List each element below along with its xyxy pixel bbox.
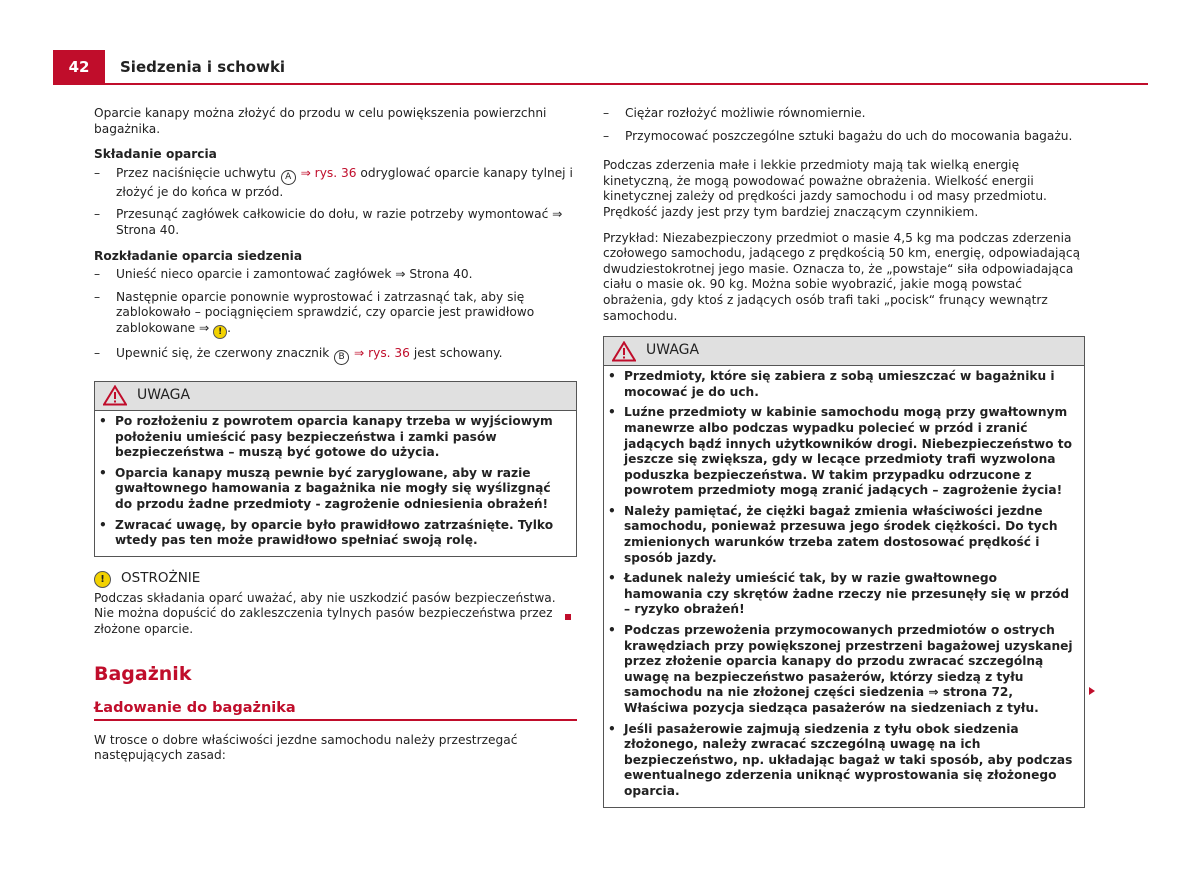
- warning-title: UWAGA: [137, 387, 191, 404]
- unfolding-step-2: – Następnie oparcie ponownie wyprostować i zatrzasnąć tak, aby się zablokowało – pociągnięciem sprawdzić, czy oparcie jest prawidłowo zablokowane ⇒ ! .: [94, 289, 535, 337]
- chapter-title: Siedzenia i schowki: [120, 58, 286, 76]
- warning-item: • Po rozłożeniu z powrotem oparcia kanapy trzeba w wyjściowym położeniu umieścić pasy bezpieczeństwa i zamki pasów bezpieczeństwa – muszą być gotowe do użycia.: [99, 413, 553, 460]
- intro-paragraph: Oparcie kanapy można złożyć do przodu w celu powiększenia powierzchni bagażnika.: [94, 106, 547, 136]
- warning-item: • Przedmioty, które się zabiera z sobą umieszczać w bagażniku i mocować je do uch.: [608, 369, 1055, 399]
- rule-1: – Ciężar rozłożyć możliwie równomiernie.: [603, 106, 866, 120]
- caution-icon: !: [94, 571, 111, 588]
- figure-ref-link[interactable]: ⇒ rys. 36: [300, 165, 357, 180]
- warning-box-left: [94, 381, 577, 557]
- warning-item: • Zwracać uwagę, by oparcie było prawidłowo zatrzaśnięte. Tylko wtedy pas ten może prawidłowo spełniać swoją rolę.: [99, 517, 554, 548]
- left-column: [94, 106, 577, 774]
- page-number: 42: [53, 50, 105, 84]
- warning-title: UWAGA: [646, 342, 700, 359]
- warning-header: [604, 337, 1084, 366]
- caution-text: Podczas składania oparć uważać, aby nie uszkodzić pasów bezpieczeństwa. Nie można dopuścić do zakleszczenia tylnych pasów bezpieczeństwa przez złożone oparcie.: [94, 590, 556, 636]
- kinetic-energy-paragraph: Podczas zderzenia małe i lekkie przedmioty mają tak wielką energię kinetyczną, że mogą powodować poważne obrażenia. Wielkość energii kinetycznej zależy od prędkości jazdy samochodu i od masy przedmiotu. Prędkość jazdy jest przy tym bardziej znaczącym czynnikiem.: [603, 158, 1047, 219]
- warning-item: • Ładunek należy umieścić tak, by w razie gwałtownego hamowania czy skrętów żadne rzeczy nie przesunęły się w przód – ryzyko obrażeń!: [608, 571, 1070, 617]
- header-rule: [53, 83, 1148, 85]
- warning-box-right: [603, 336, 1085, 807]
- folding-step-2: – Przesunąć zagłówek całkowicie do dołu, w razie potrzeby wymontować ⇒ Strona 40.: [94, 207, 563, 237]
- warning-body: [95, 411, 576, 556]
- warning-triangle-icon: [612, 341, 636, 362]
- warning-item: • Oparcia kanapy muszą pewnie być zaryglowane, aby w razie gwałtownego hamowania z bagażnika nie mogły się wyślizgnąć do przodu żadne przedmioty - zagrożenie odniesienia obrażeń!: [99, 465, 551, 511]
- folding-step-1: – Przez naciśnięcie uchwytu A ⇒ rys. 36 odryglować oparcie kanapy tylnej i złożyć je do końca w przód.: [94, 165, 573, 199]
- right-column: [603, 106, 1085, 818]
- caution-heading: ! OSTROŻNIE: [94, 571, 577, 588]
- section-end-marker: [565, 614, 571, 620]
- warning-item: • Jeśli pasażerowie zajmują siedzenia z tyłu obok siedzenia złożonego, należy zwracać szczególną uwagę na ich bezpieczeństwo, np. układając bagaż w taki sposób, aby podczas ewentualnego zderzenia uniknąć wyprostowania się złożonego oparcia.: [608, 721, 1073, 798]
- warning-header: [95, 382, 576, 411]
- marker-a: A: [281, 170, 296, 185]
- unfolding-heading: Rozkładanie oparcia siedzenia: [94, 248, 303, 263]
- rule-2: – Przymocować poszczególne sztuki bagażu do uch do mocowania bagażu.: [603, 128, 1073, 143]
- unfolding-step-1: – Unieść nieco oparcie i zamontować zagłówek ⇒ Strona 40.: [94, 267, 473, 282]
- unfolding-step-3: – Upewnić się, że czerwony znacznik B ⇒ rys. 36 jest schowany.: [94, 346, 577, 365]
- subsection-intro: W trosce o dobre właściwości jezdne samochodu należy przestrzegać następujących zasad:: [94, 732, 518, 763]
- subsection-title: Ładowanie do bagażnika: [94, 701, 577, 721]
- warning-triangle-icon: [103, 385, 127, 406]
- warning-item: • Podczas przewożenia przymocowanych przedmiotów o ostrych krawędziach przy powiększonej przestrzeni bagażowej uzyskanej przez złożenie oparcia kanapy do przodu zwracać szczególną uwagę na bezpieczeństwo pasażerów, którzy siedzą z tyłu samochodu na nie złożonej części siedzenia ⇒ strona 72, Właściwa pozycja siedząca pasażerów na siedzeniach z tyłu.: [608, 623, 1073, 715]
- continue-arrow-icon: [1089, 687, 1095, 695]
- warning-item: • Należy pamiętać, że ciężki bagaż zmienia właściwości jezdne samochodu, ponieważ przesuwa jego środek ciężkości. Do tych zmienionych warunków trzeba zatem dostosować prędkość i sposób jazdy.: [608, 503, 1058, 565]
- section-title: Bagażnik: [94, 663, 192, 686]
- caution-icon: !: [213, 325, 227, 339]
- figure-ref-link[interactable]: ⇒ rys. 36: [354, 345, 410, 360]
- folding-heading: Składanie oparcia: [94, 147, 217, 162]
- warning-body: [604, 366, 1084, 806]
- marker-b: B: [334, 350, 349, 365]
- example-paragraph: Przykład: Niezabezpieczony przedmiot o masie 4,5 kg ma podczas zderzenia czołowego samochodu, jadącego z prędkością 50 km, energię, odpowiadającą dwudziestokrotnej jego masie. Oznacza to, że „powstaje“ siła odpowiadająca ciału o masie ok. 90 kg. Można sobie wyobrazić, jakie mogą powstać obrażenia, gdy ktoś z jadących osób trafi taki „pocisk“ frunący wewnątrz samochodu.: [603, 230, 1081, 323]
- warning-item: • Luźne przedmioty w kabinie samochodu mogą przy gwałtownym manewrze albo podczas wypadku polecieć w przód i zranić jadących bądź innych użytkowników drogi. Niebezpieczeństwo to jeszcze się zwiększa, gdy w lecące przedmioty trafi wyzwolona poduszka bezpieczeństwa. W takim przypadku odrzucone z powrotem przedmioty mogą zranić jadących – zagrożenie życia!: [608, 405, 1072, 498]
